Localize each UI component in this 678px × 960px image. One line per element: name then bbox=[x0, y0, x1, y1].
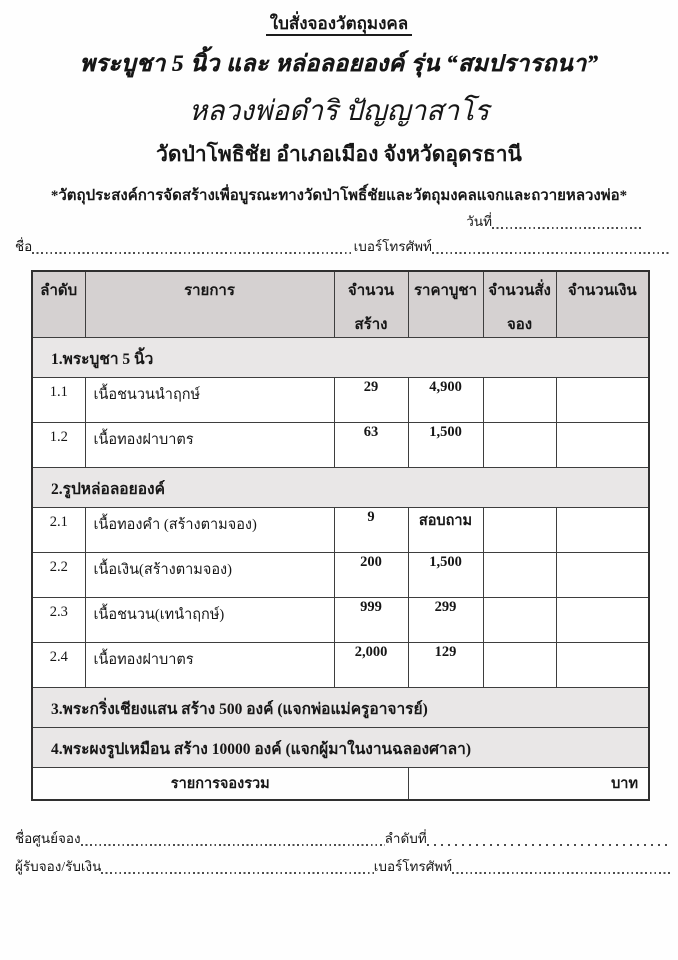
footer-phone-blank bbox=[452, 862, 670, 876]
date-line bbox=[0, 214, 642, 231]
item-name: เนื้อชนวน(เทนำฤกษ์) bbox=[85, 597, 334, 642]
item-order-qty-blank bbox=[483, 422, 556, 467]
item-qty-made: 200 bbox=[334, 552, 408, 597]
table-row bbox=[32, 422, 649, 467]
section-row-4 bbox=[32, 727, 649, 767]
phone-blank bbox=[432, 242, 670, 256]
item-price: 1,500 bbox=[408, 552, 483, 597]
item-amount-blank bbox=[556, 642, 649, 687]
item-no: 2.2 bbox=[32, 552, 85, 597]
item-order-qty-blank bbox=[483, 507, 556, 552]
sequence-blank bbox=[427, 834, 670, 848]
col-header-order-qty bbox=[483, 271, 556, 338]
item-price: 129 bbox=[408, 642, 483, 687]
section-title: 4.พระผงรูปเหมือน สร้าง 10000 องค์ (แจกผู้มาในงานฉลองศาลา) bbox=[32, 727, 649, 767]
form-subtitle: พระบูชา 5 นิ้ว และ หล่อลอยองค์ รุ่น “สมปรารถนา” bbox=[79, 51, 599, 76]
item-order-qty-blank bbox=[483, 377, 556, 422]
item-order-qty-blank bbox=[483, 552, 556, 597]
col-header-price: ราคาบูชา bbox=[408, 271, 483, 338]
phone-label: เบอร์โทรศัพท์ bbox=[353, 238, 432, 254]
col-header-order-qty-line2: จอง bbox=[506, 316, 533, 333]
temple-name: วัดป่าโพธิชัย อำเภอเมือง จังหวัดอุดรธานี bbox=[156, 142, 522, 166]
form-title bbox=[0, 10, 678, 37]
section-row-1 bbox=[32, 337, 649, 377]
item-amount-blank bbox=[556, 377, 649, 422]
order-table bbox=[31, 270, 650, 802]
total-label: รายการจองรวม bbox=[32, 767, 408, 800]
footer-phone-label: เบอร์โทรศัพท์ bbox=[373, 859, 453, 875]
item-no: 1.2 bbox=[32, 422, 85, 467]
table-row bbox=[32, 597, 649, 642]
booking-center-label: ชื่อศูนย์จอง bbox=[15, 831, 81, 847]
table-row bbox=[32, 507, 649, 552]
name-label: ชื่อ bbox=[15, 238, 33, 254]
item-price: สอบถาม bbox=[408, 507, 483, 552]
item-name: เนื้อเงิน(สร้างตามจอง) bbox=[85, 552, 334, 597]
item-price: 4,900 bbox=[408, 377, 483, 422]
col-header-order-qty-line1: จำนวนสั่ง bbox=[488, 282, 551, 299]
col-header-qty-made-line1: จำนวน bbox=[347, 282, 395, 299]
date-blank bbox=[492, 217, 642, 231]
item-no: 2.3 bbox=[32, 597, 85, 642]
col-header-amount: จำนวนเงิน bbox=[556, 271, 649, 338]
col-header-qty-made bbox=[334, 271, 408, 338]
receiver-line bbox=[15, 859, 670, 876]
section-row-2 bbox=[32, 467, 649, 507]
total-row bbox=[32, 767, 649, 800]
date-label: วันที่ bbox=[466, 214, 492, 229]
purpose-note: *วัตถุประสงค์การจัดสร้างเพื่อบูรณะทางวัดป่าโพธิ์ชัยและวัตถุมงคลแจกและถวายหลวงพ่อ* bbox=[50, 188, 628, 204]
form-footer bbox=[15, 831, 670, 876]
section-title: 3.พระกริ่งเชียงแสน สร้าง 500 องค์ (แจกพ่อแม่ครูอาจารย์) bbox=[32, 687, 649, 727]
col-header-qty-made-line2: สร้าง bbox=[354, 316, 388, 333]
item-no: 2.1 bbox=[32, 507, 85, 552]
booking-center-line bbox=[15, 831, 670, 848]
receiver-label: ผู้รับจอง/รับเงิน bbox=[15, 859, 102, 875]
item-qty-made: 2,000 bbox=[334, 642, 408, 687]
item-qty-made: 29 bbox=[334, 377, 408, 422]
table-row bbox=[32, 552, 649, 597]
item-qty-made: 63 bbox=[334, 422, 408, 467]
item-price: 299 bbox=[408, 597, 483, 642]
item-name: เนื้อทองคำ (สร้างตามจอง) bbox=[85, 507, 334, 552]
receiver-blank bbox=[101, 862, 373, 876]
booking-center-blank bbox=[81, 834, 385, 848]
col-header-item: รายการ bbox=[85, 271, 334, 338]
item-qty-made: 999 bbox=[334, 597, 408, 642]
item-order-qty-blank bbox=[483, 642, 556, 687]
table-header-row bbox=[32, 271, 649, 338]
item-order-qty-blank bbox=[483, 597, 556, 642]
section-row-3 bbox=[32, 687, 649, 727]
item-qty-made: 9 bbox=[334, 507, 408, 552]
form-header bbox=[0, 10, 678, 207]
table-row bbox=[32, 377, 649, 422]
item-no: 1.1 bbox=[32, 377, 85, 422]
item-amount-blank bbox=[556, 507, 649, 552]
name-line bbox=[15, 239, 670, 256]
section-title: 1.พระบูชา 5 นิ้ว bbox=[32, 337, 649, 377]
item-amount-blank bbox=[556, 552, 649, 597]
sequence-label: ลำดับที่ bbox=[384, 831, 427, 847]
name-blank bbox=[32, 242, 353, 256]
form-title-text: ใบสั่งจองวัตถุมงคล bbox=[266, 14, 412, 36]
col-header-no: ลำดับ bbox=[32, 271, 85, 338]
monk-name: หลวงพ่อดำริ ปัญญาสาโร bbox=[188, 96, 490, 127]
section-title: 2.รูปหล่อลอยองค์ bbox=[32, 467, 649, 507]
item-name: เนื้อชนวนนำฤกษ์ bbox=[85, 377, 334, 422]
item-price: 1,500 bbox=[408, 422, 483, 467]
item-amount-blank bbox=[556, 422, 649, 467]
item-no: 2.4 bbox=[32, 642, 85, 687]
table-row bbox=[32, 642, 649, 687]
total-unit: บาท bbox=[408, 767, 649, 800]
item-amount-blank bbox=[556, 597, 649, 642]
item-name: เนื้อทองฝาบาตร bbox=[85, 422, 334, 467]
item-name: เนื้อทองฝาบาตร bbox=[85, 642, 334, 687]
